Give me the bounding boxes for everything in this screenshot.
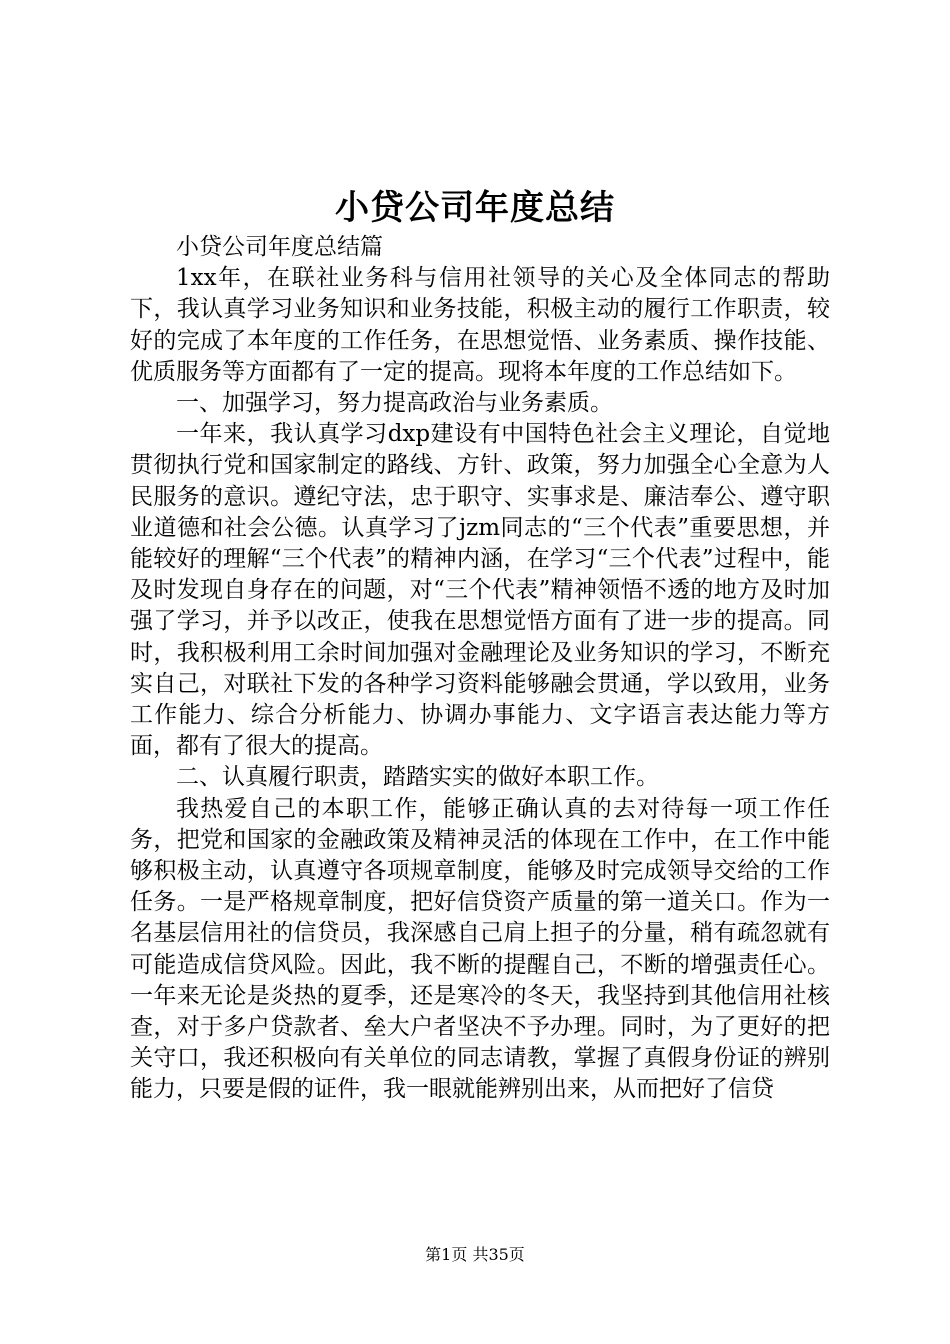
paragraph-study: 一年来，我认真学习dxp建设有中国特色社会主义理论，自觉地贯彻执行党和国家制定的路线、方针、政策，努力加强全心全意为人民服务的意识。遵纪守法，忠于职守、实事求是、廉洁奉公、遵守职业道德和社会公德。认真学习了jzm同志的“三个代表”重要思想，并能较好的理解“三个代表”的精神内涵，在学习“三个代表”过程中，能及时发现自身存在的问题，对“三个代表”精神领悟不透的地方及时加强了学习，并予以改正，使我在思想觉悟方面有了进一步的提高。同时，我积极利用工余时间加强对金融理论及业务知识的学习，不断充实自己，对联社下发的各种学习资料能够融会贯通，学以致用，业务工作能力、综合分析能力、协调办事能力、文字语言表达能力等方面，都有了很大的提高。 <box>130 421 830 760</box>
paragraph-subtitle: 小贷公司年度总结篇 <box>176 234 383 260</box>
document-title: 小贷公司年度总结 <box>335 188 615 228</box>
paragraph-duties: 我热爱自己的本职工作，能够正确认真的去对待每一项工作任务，把党和国家的金融政策及精神灵活的体现在工作中，在工作中能够积极主动，认真遵守各项规章制度，能够及时完成领导交给的工作任务。一是严格规章制度，把好信贷资产质量的第一道关口。作为一名基层信用社的信贷员，我深感自己肩上担子的分量，稍有疏忽就有可能造成信贷风险。因此，我不断的提醒自己，不断的增强责任心。一年来无论是炎热的夏季，还是寒冷的冬天，我坚持到其他信用社核查，对于多户贷款者、垒大户者坚决不予办理。同时，为了更好的把关守口，我还积极向有关单位的同志请教，掌握了真假身份证的辨别能力，只要是假的证件，我一眼就能辨别出来，从而把好了信贷 <box>130 795 830 1103</box>
section-heading-1: 一、加强学习，努力提高政治与业务素质。 <box>176 390 613 417</box>
page-footer: 第1页 共35页 <box>425 1245 525 1264</box>
section-heading-2: 二、认真履行职责，踏踏实实的做好本职工作。 <box>176 764 659 791</box>
paragraph-intro: 1xx年，在联社业务科与信用社领导的关心及全体同志的帮助下，我认真学习业务知识和业务技能，积极主动的履行工作职责，较好的完成了本年度的工作任务，在思想觉悟、业务素质、操作技能、优质服务等方面都有了一定的提高。现将本年度的工作总结如下。 <box>130 265 830 385</box>
document-body <box>130 232 830 1106</box>
